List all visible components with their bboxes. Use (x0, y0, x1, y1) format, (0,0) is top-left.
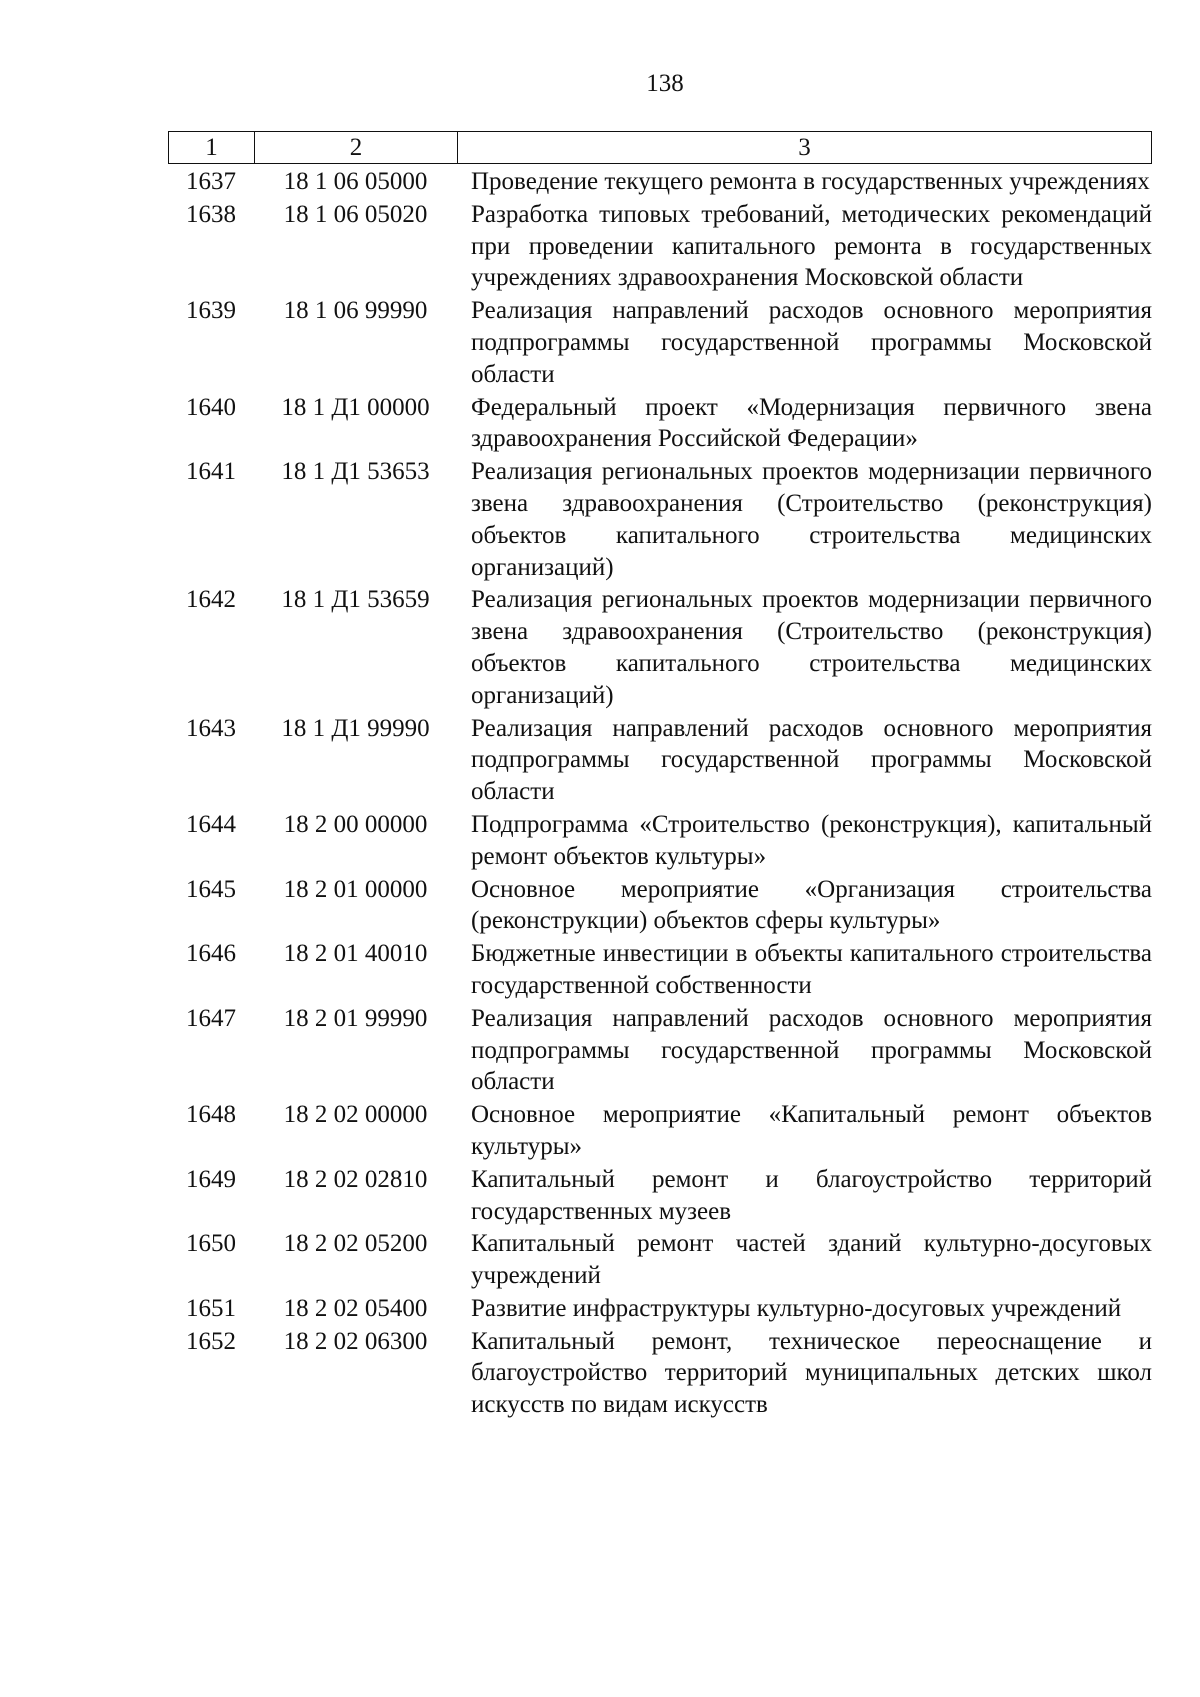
table-row (168, 1003, 1152, 1099)
row-description: Бюджетные инвестиции в объекты капитального строительства государственной собственности (471, 940, 1152, 999)
row-description: Реализация направлений расходов основного мероприятия подпрограммы государственной программы Московской области (471, 1004, 1152, 1096)
row-code: 18 2 02 02810 (283, 1165, 428, 1193)
row-description: Развитие инфраструктуры культурно-досуговых учреждений (471, 1294, 1122, 1322)
row-code: 18 1 Д1 99990 (281, 714, 430, 742)
table-row (168, 1099, 1152, 1164)
row-description: Федеральный проект «Модернизация первичного звена здравоохранения Российской Федерации» (471, 393, 1152, 453)
row-description: Разработка типовых требований, методических рекомендаций при проведении капитального ремонта в государственных учреждениях здравоохранения Московской области (471, 200, 1152, 292)
row-description: Проведение текущего ремонта в государственных учреждениях (471, 168, 1150, 195)
row-number: 1650 (186, 1230, 236, 1258)
row-code: 18 1 06 05020 (283, 200, 428, 228)
row-code: 18 2 01 40010 (283, 940, 428, 968)
row-number: 1641 (186, 458, 236, 486)
row-number: 1651 (186, 1294, 236, 1322)
row-number: 1645 (186, 875, 236, 903)
row-number: 1643 (186, 714, 236, 742)
row-code: 18 2 02 06300 (283, 1327, 428, 1355)
row-description: Основное мероприятие «Организация строительства (реконструкции) объектов сферы культуры» (471, 875, 1152, 935)
table-row (168, 874, 1152, 939)
table-row (168, 809, 1152, 874)
row-number: 1638 (186, 200, 236, 228)
row-number: 1639 (186, 297, 236, 325)
table-row (168, 1228, 1152, 1293)
row-code: 18 2 02 05400 (283, 1294, 428, 1322)
row-code: 18 2 01 99990 (283, 1004, 428, 1032)
row-description: Капитальный ремонт частей зданий культурно-досуговых учреждений (471, 1230, 1152, 1290)
table-row (168, 713, 1152, 809)
row-number: 1652 (186, 1327, 236, 1355)
row-number: 1640 (186, 393, 236, 421)
table-row (168, 392, 1152, 457)
row-description: Реализация региональных проектов модернизации первичного звена здравоохранения (Строительство (реконструкция) объектов капитального строительства медицинских организаций) (471, 458, 1152, 581)
table-row (168, 1293, 1152, 1326)
header-col-2: 2 (255, 132, 458, 163)
header-col-3: 3 (798, 134, 811, 161)
row-description: Подпрограмма «Строительство (реконструкция), капитальный ремонт объектов культуры» (471, 810, 1152, 870)
row-number: 1644 (186, 810, 236, 838)
table-row (168, 166, 1152, 199)
table-body (168, 166, 1152, 1422)
row-code: 18 2 01 00000 (283, 875, 428, 903)
row-description: Капитальный ремонт, техническое переоснащение и благоустройство территорий муниципальных детских школ искусств по видам искусств (471, 1327, 1152, 1419)
row-description: Капитальный ремонт и благоустройство территорий государственных музеев (471, 1165, 1152, 1225)
table-row (168, 456, 1152, 584)
row-number: 1647 (186, 1004, 236, 1032)
row-code: 18 1 Д1 00000 (281, 393, 430, 421)
table-row (168, 1164, 1152, 1229)
row-description: Реализация региональных проектов модернизации первичного звена здравоохранения (Строительство (реконструкция) объектов капитального строительства медицинских организаций) (471, 586, 1152, 709)
header-col-1: 1 (169, 132, 255, 163)
row-description: Реализация направлений расходов основного мероприятия подпрограммы государственной программы Московской области (471, 297, 1152, 388)
row-code: 18 2 02 00000 (283, 1101, 428, 1129)
row-code: 18 2 02 05200 (283, 1230, 428, 1258)
table-row (168, 295, 1152, 391)
row-code: 18 1 06 05000 (283, 168, 428, 195)
table-header (168, 131, 1152, 164)
table-row (168, 584, 1152, 712)
table-row (168, 938, 1152, 1003)
table-row (168, 1326, 1152, 1422)
row-number: 1646 (186, 940, 236, 968)
row-description: Основное мероприятие «Капитальный ремонт объектов культуры» (471, 1101, 1152, 1160)
row-code: 18 1 Д1 53659 (281, 586, 430, 614)
row-number: 1637 (186, 168, 236, 195)
row-number: 1649 (186, 1165, 236, 1193)
row-code: 18 1 06 99990 (283, 297, 428, 325)
row-description: Реализация направлений расходов основного мероприятия подпрограммы государственной программы Московской области (471, 714, 1152, 806)
row-number: 1648 (186, 1101, 236, 1129)
table-row (168, 199, 1152, 295)
row-code: 18 1 Д1 53653 (281, 458, 430, 486)
row-number: 1642 (186, 586, 236, 614)
page-number: 138 (646, 70, 684, 97)
row-code: 18 2 00 00000 (283, 810, 428, 838)
